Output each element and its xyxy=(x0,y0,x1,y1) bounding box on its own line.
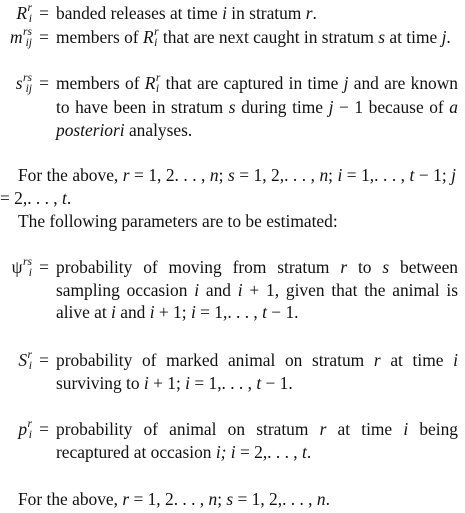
subscript: i xyxy=(154,37,158,49)
text-run: that are captured in time xyxy=(160,73,344,93)
definition-text xyxy=(56,72,458,141)
script-pair xyxy=(156,73,160,95)
italic-run: t xyxy=(262,302,267,323)
text-run: members of xyxy=(56,27,143,47)
italic-run: t xyxy=(301,441,307,462)
definition-R xyxy=(0,2,458,26)
superscript: rs xyxy=(23,26,32,38)
text-run: . xyxy=(306,441,312,462)
italic-run: r xyxy=(373,350,381,370)
symbol-base: ψ xyxy=(11,257,23,277)
text-run: + 1; xyxy=(154,302,191,323)
italic-run: r xyxy=(305,3,313,23)
text-run: in stratum xyxy=(226,3,306,23)
definition-text xyxy=(56,349,458,394)
italic-run: t xyxy=(256,372,262,393)
italic-run: j xyxy=(441,27,447,47)
italic-run: t xyxy=(409,165,415,185)
italic-run: i xyxy=(230,441,236,462)
definition-symbol xyxy=(0,418,32,442)
symbol-base: R xyxy=(16,3,28,23)
paragraph-parameters-intro: The following parameters are to be estimated: xyxy=(18,211,338,231)
text-run: . xyxy=(446,27,451,47)
definition-p xyxy=(0,418,458,463)
text-run: and are known to have been in stratum xyxy=(56,73,458,117)
text-run: + 1, given that the animal is alive at xyxy=(56,279,458,323)
text-run: = 1,. . . , xyxy=(190,372,257,393)
text-run: − 1; xyxy=(414,165,452,185)
script-pair xyxy=(28,350,32,372)
superscript: rs xyxy=(23,256,32,268)
definition-equals: = xyxy=(39,257,49,277)
italic-run: s xyxy=(228,97,236,117)
definition-symbol xyxy=(0,2,32,26)
italic-run: i xyxy=(337,165,343,185)
symbol-base: S xyxy=(18,350,28,370)
italic-run: j xyxy=(343,73,349,93)
script-pair xyxy=(23,73,32,95)
italic-run: a posteriori xyxy=(56,97,458,140)
text-run: ; xyxy=(328,165,338,185)
italic-run: s xyxy=(378,27,386,47)
text-run: + 1; xyxy=(148,372,186,393)
text-run: and xyxy=(115,302,150,323)
text-run: that are next caught in stratum xyxy=(158,27,379,47)
text-run: members of xyxy=(56,73,145,93)
italic-run: i xyxy=(143,372,149,393)
definition-text xyxy=(56,2,458,25)
definition-S xyxy=(0,349,458,394)
text-run: probability of moving from stratum xyxy=(56,257,341,277)
definition-m xyxy=(0,26,458,50)
text-run: = 1, 2. . . , xyxy=(129,165,210,185)
text-run: For the above, xyxy=(18,489,123,509)
text-run: For the above, xyxy=(18,165,123,185)
italic-run: r xyxy=(319,419,327,439)
subscript: i xyxy=(28,267,32,279)
definition-equals: = xyxy=(39,3,49,23)
italic-run: i xyxy=(194,279,200,300)
script-pair xyxy=(154,27,158,49)
definition-s xyxy=(0,72,458,141)
text-run: ; xyxy=(218,165,228,185)
subscript: i xyxy=(28,429,32,441)
subscript: ij xyxy=(25,37,32,49)
italic-run: n xyxy=(208,489,218,509)
definition-symbol xyxy=(0,26,32,50)
superscript: r xyxy=(27,2,32,14)
definition-text xyxy=(56,418,458,463)
subscript: i xyxy=(28,360,32,372)
italic-run: t xyxy=(61,187,67,208)
italic-run: i xyxy=(237,279,243,300)
italic-run: s xyxy=(227,165,235,185)
text-run: between sampling occasion xyxy=(56,257,458,300)
definition-equals: = xyxy=(39,419,49,439)
italic-run: s xyxy=(226,489,234,509)
superscript: r xyxy=(154,26,159,38)
text-run: probability of animal on stratum xyxy=(56,419,320,439)
text-run: banded releases at time xyxy=(56,3,223,23)
superscript: r xyxy=(155,72,161,84)
italic-run: i xyxy=(403,419,409,439)
text-run: . xyxy=(66,187,72,208)
text-run: − 1. xyxy=(266,302,299,323)
italic-run: s xyxy=(382,257,390,277)
superscript: r xyxy=(27,349,32,361)
superscript: rs xyxy=(23,72,32,84)
definition-equals: = xyxy=(39,350,49,370)
text-run: surviving to xyxy=(56,372,144,393)
paragraph-indices-2 xyxy=(0,488,456,511)
script-pair xyxy=(28,419,32,441)
text-run: during time xyxy=(235,97,329,117)
definition-symbol xyxy=(0,349,32,373)
text-run: − 1. xyxy=(261,372,293,393)
script-pair xyxy=(23,27,32,49)
text-run: at time xyxy=(385,27,442,47)
text-run: . xyxy=(312,3,317,23)
italic-run: n xyxy=(209,165,219,185)
italic-run: r xyxy=(340,257,348,277)
symbol-base: s xyxy=(15,73,23,93)
subscript: i xyxy=(28,13,32,25)
text-run: = 2,. . . , xyxy=(0,187,62,208)
text-run: probability of marked animal on stratum xyxy=(56,350,374,370)
italic-run: n xyxy=(316,489,326,509)
italic-run: r xyxy=(122,489,130,509)
italic-run: n xyxy=(319,165,329,185)
italic-run: i xyxy=(453,350,458,370)
text-run: being recaptured at occasion xyxy=(56,419,458,462)
script-pair xyxy=(23,257,32,279)
subscript: ij xyxy=(25,83,32,95)
superscript: r xyxy=(27,418,32,430)
italic-run: R xyxy=(142,27,154,47)
text-run: analyses. xyxy=(124,119,193,140)
text-run: = 1, 2,. . . , xyxy=(234,165,320,185)
italic-run: i xyxy=(149,302,155,323)
text-run: − 1 because of xyxy=(333,97,450,117)
definition-equals: = xyxy=(39,73,49,93)
italic-run: r xyxy=(122,165,130,185)
text-run: = 1, 2,. . . , xyxy=(233,489,317,509)
text-run: = 1,. . . , xyxy=(342,165,410,185)
definition-equals: = xyxy=(39,27,49,47)
italic-run: i xyxy=(185,372,190,393)
definition-symbol xyxy=(0,256,32,280)
italic-run: i; xyxy=(215,441,227,462)
text-run: = 1, 2. . . , xyxy=(129,489,209,509)
italic-run: i xyxy=(111,302,116,323)
definition-symbol xyxy=(0,72,32,96)
text-run: . xyxy=(325,489,330,509)
definition-text xyxy=(56,26,458,50)
text-run: at time xyxy=(326,419,404,439)
italic-run: R xyxy=(144,73,156,93)
italic-run: i xyxy=(190,302,196,323)
text-run: ; xyxy=(217,489,227,509)
definition-text xyxy=(56,256,458,324)
script-pair xyxy=(28,3,32,25)
definition-psi xyxy=(0,256,458,324)
paragraph-indices-1 xyxy=(0,164,456,209)
italic-run: j xyxy=(451,165,456,185)
symbol-base: m xyxy=(9,27,23,47)
text-run: = 2,. . . , xyxy=(235,441,302,462)
italic-run: j xyxy=(328,97,334,117)
symbol-base: p xyxy=(18,419,28,439)
subscript: i xyxy=(155,83,160,95)
text-run: to xyxy=(347,257,383,277)
italic-run: i xyxy=(222,3,227,23)
text-run: and xyxy=(199,279,238,300)
text-run: at time xyxy=(380,350,454,370)
text-run: = 1,. . . , xyxy=(195,302,263,323)
